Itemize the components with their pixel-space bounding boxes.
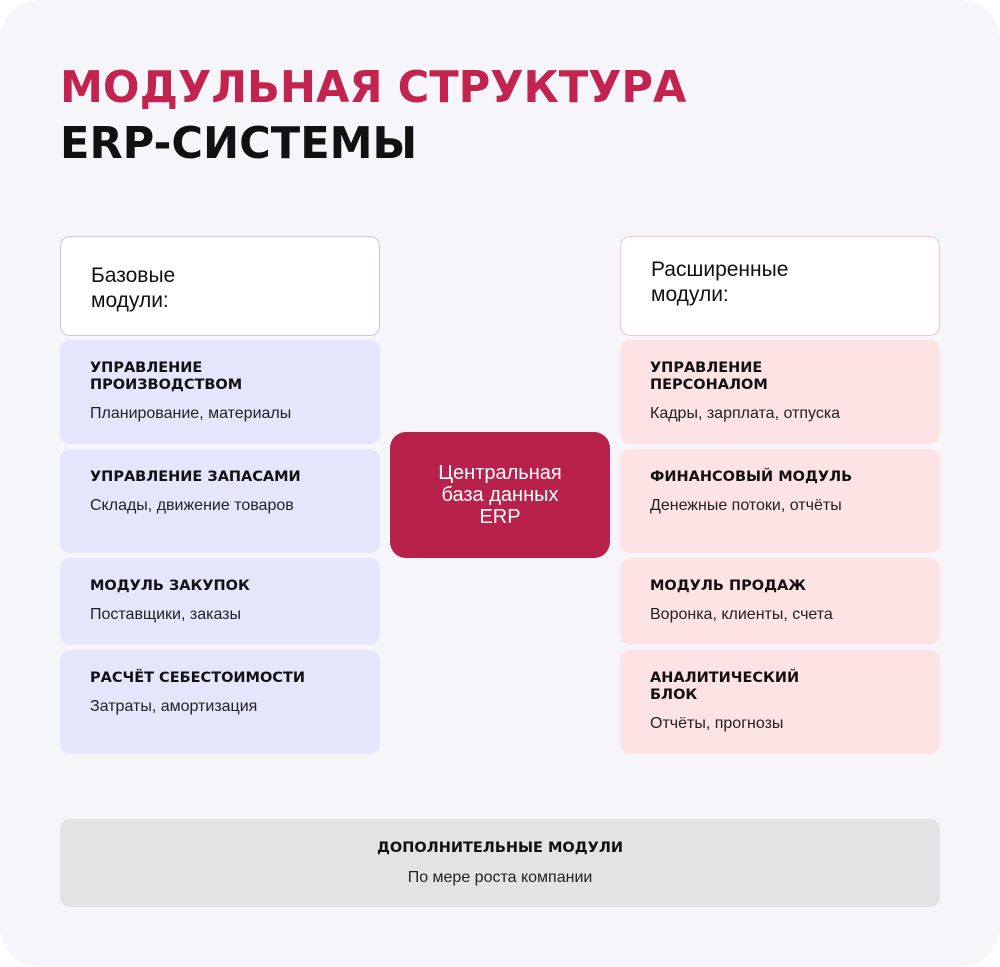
module-finance (620, 449, 940, 553)
module-description: Кадры, зарплата, отпуска (650, 405, 841, 422)
additional-modules-title: ДОПОЛНИТЕЛЬНЫЕ МОДУЛИ (376, 840, 624, 856)
page-title (60, 60, 686, 172)
additional-modules-bar (60, 819, 940, 907)
module-name: МОДУЛЬ ЗАКУПОК (90, 578, 250, 594)
base-modules-header (60, 236, 380, 336)
module-production (60, 340, 380, 444)
module-purchasing (60, 558, 380, 645)
module-name: УПРАВЛЕНИЕ ПЕРСОНАЛОМ (650, 360, 768, 393)
module-description: Воронка, клиенты, счета (650, 606, 833, 623)
module-name: МОДУЛЬ ПРОДАЖ (650, 578, 806, 594)
extended-modules-header-label: Расширенные модули: (651, 258, 789, 306)
module-name: АНАЛИТИЧЕСКИЙ БЛОК (650, 670, 800, 703)
central-database (390, 432, 610, 558)
module-description: Планирование, материалы (90, 405, 292, 422)
module-description: Склады, движение товаров (90, 497, 294, 514)
central-database-label: Центральная база данных ERP (438, 462, 562, 528)
module-description: Затраты, амортизация (90, 698, 258, 715)
module-name: УПРАВЛЕНИЕ ЗАПАСАМИ (90, 469, 301, 485)
title-line-1: МОДУЛЬНАЯ СТРУКТУРА (60, 62, 687, 113)
module-description: Поставщики, заказы (90, 606, 242, 623)
module-inventory (60, 449, 380, 553)
module-analytics (620, 650, 940, 754)
module-sales (620, 558, 940, 645)
extended-modules-header (620, 236, 940, 336)
module-description: Отчёты, прогнозы (650, 715, 784, 732)
module-name: УПРАВЛЕНИЕ ПРОИЗВОДСТВОМ (90, 360, 243, 393)
module-name: РАСЧЁТ СЕБЕСТОИМОСТИ (90, 670, 305, 686)
additional-modules-description: По мере роста компании (407, 869, 593, 886)
base-modules-header-label: Базовые модули: (91, 264, 176, 312)
title-line-2: ERP-СИСТЕМЫ (60, 118, 418, 169)
module-personnel (620, 340, 940, 444)
module-description: Денежные потоки, отчёты (650, 497, 842, 514)
module-name: ФИНАНСОВЫЙ МОДУЛЬ (650, 469, 853, 485)
module-costing (60, 650, 380, 754)
